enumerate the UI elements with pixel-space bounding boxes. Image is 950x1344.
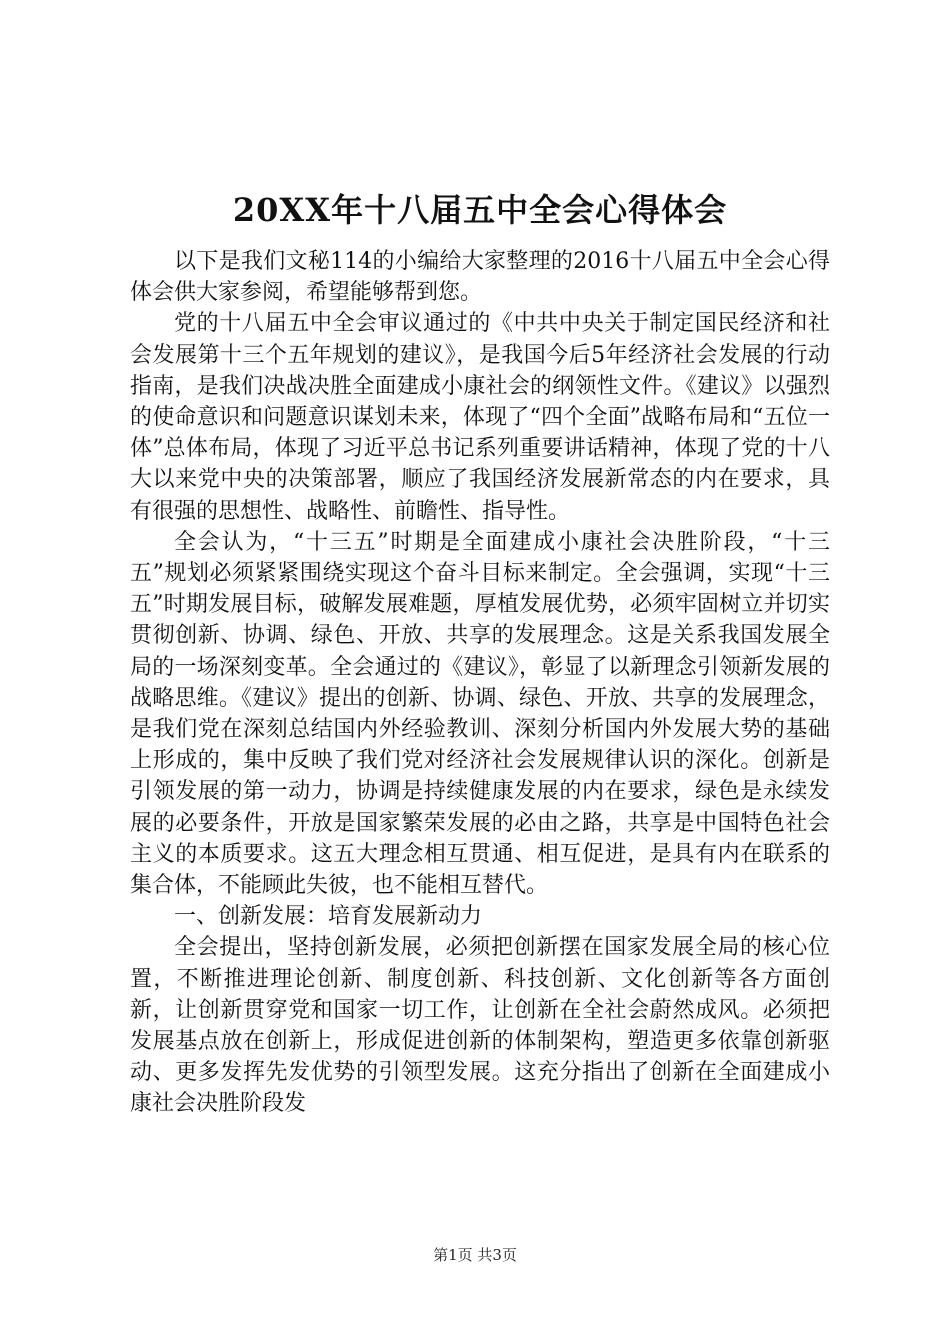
document-page: [130, 188, 830, 1120]
paragraph-innovation: 全会提出，坚持创新发展，必须把创新摆在国家发展全局的核心位置，不断推进理论创新、制度创新、科技创新、文化创新等各方面创新，让创新贯穿党和国家一切工作，让创新在全社会蔚然成风。必须把发展基点放在创新上，形成促进创新的体制架构，塑造更多依靠创新驱动、更多发挥先发优势的引领型发展。这充分指出了创新在全面建成小康社会决胜阶段发: [130, 935, 830, 1117]
page-number-footer: 第1页 共3页: [433, 1246, 517, 1264]
paragraph-intro: 以下是我们文秘114的小编给大家整理的2016十八届五中全会心得体会供大家参阅，希望能够帮到您。: [130, 249, 830, 306]
paragraph-plenum-proposal: 党的十八届五中全会审议通过的《中共中央关于制定国民经济和社会发展第十三个五年规划的建议》，是我国今后5年经济社会发展的行动指南，是我们决战决胜全面建成小康社会的纲领性文件。《建议》以强烈的使命意识和问题意识谋划未来，体现了“四个全面”战略布局和“五位一体”总体布局，体现了习近平总书记系列重要讲话精神，体现了党的十八大以来党中央的决策部署，顺应了我国经济发展新常态的内在要求，具有很强的思想性、战略性、前瞻性、指导性。: [130, 311, 830, 524]
document-body: [130, 246, 830, 1120]
document-title: 20XX年十八届五中全会心得体会: [232, 191, 728, 229]
section-heading-innovation: 一、创新发展：培育发展新动力: [174, 904, 483, 930]
paragraph-five-concepts: 全会认为，“十三五”时期是全面建成小康社会决胜阶段，“十三五”规划必须紧紧围绕实现这个奋斗目标来制定。全会强调，实现“十三五”时期发展目标，破解发展难题，厚植发展优势，必须牢固树立并切实贯彻创新、协调、绿色、开放、共享的发展理念。这是关系我国发展全局的一场深刻变革。全会通过的《建议》，彰显了以新理念引领新发展的战略思维。《建议》提出的创新、协调、绿色、开放、共享的发展理念，是我们党在深刻总结国内外经验教训、深刻分析国内外发展大势的基础上形成的，集中反映了我们党对经济社会发展规律认识的深化。创新是引领发展的第一动力，协调是持续健康发展的内在要求，绿色是永续发展的必要条件，开放是国家繁荣发展的必由之路，共享是中国特色社会主义的本质要求。这五大理念相互贯通、相互促进，是具有内在联系的集合体，不能顾此失彼，也不能相互替代。: [130, 529, 830, 899]
